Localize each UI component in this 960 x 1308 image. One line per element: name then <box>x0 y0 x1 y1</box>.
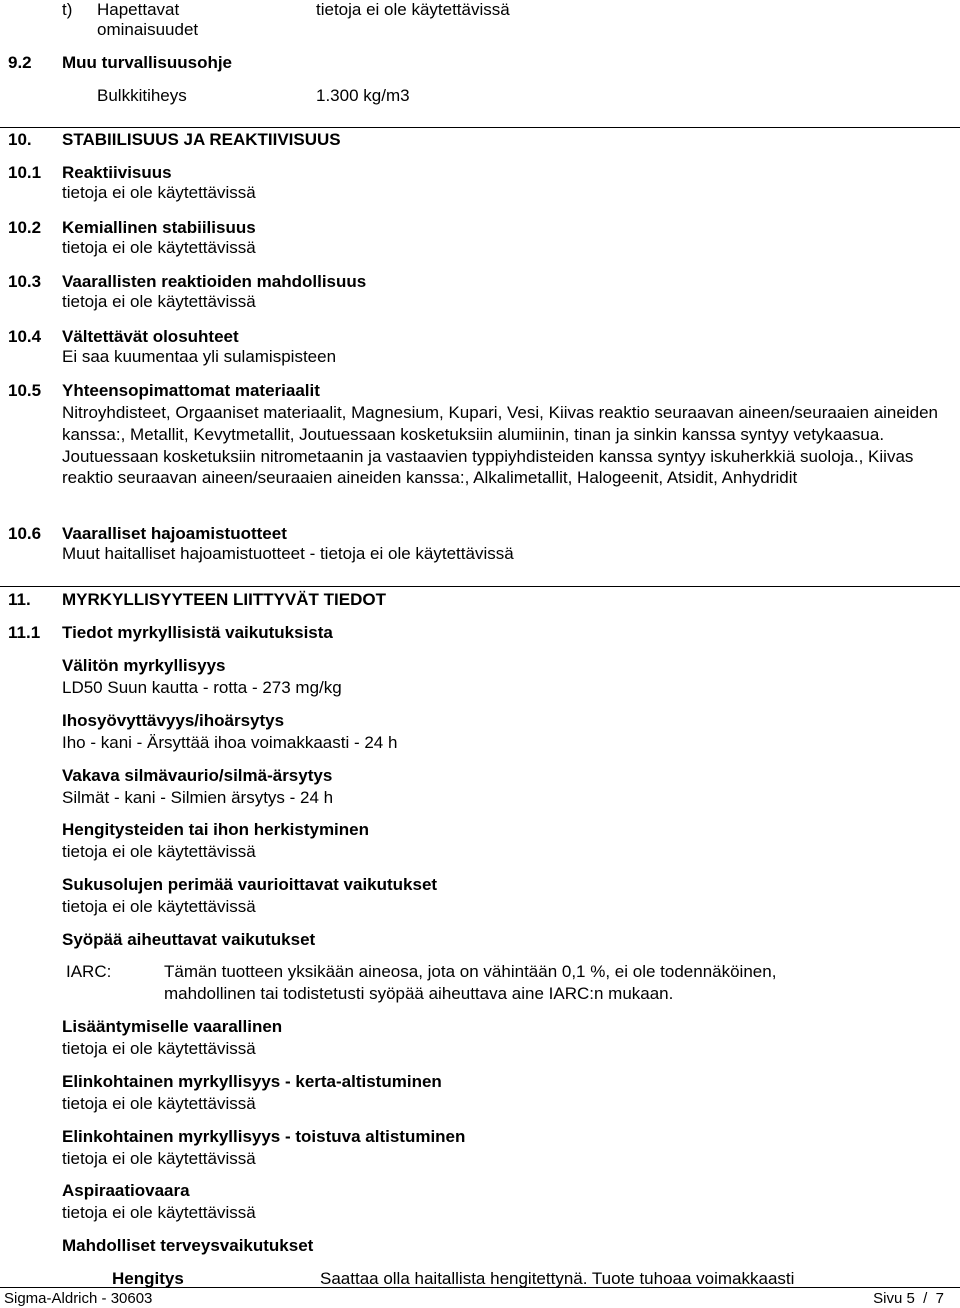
tox-item-title: Elinkohtainen myrkyllisyys - toistuva altistuminen <box>62 1127 466 1146</box>
inhalation-text: Saattaa olla haitallista hengitettynä. Tuote tuhoaa voimakkaasti <box>320 1269 795 1288</box>
tox-item-text: tietoja ei ole käytettävissä <box>62 1149 256 1168</box>
row-t-value: tietoja ei ole käytettävissä <box>316 0 510 19</box>
tox-item-title: Elinkohtainen myrkyllisyys - kerta-altistuminen <box>62 1072 442 1091</box>
sub-10-2-num: 10.2 <box>8 218 42 237</box>
row-t-label-1: Hapettavat <box>97 0 180 19</box>
section-rule-11 <box>0 586 960 587</box>
tox-item-text: tietoja ei ole käytettävissä <box>62 1039 256 1058</box>
sub-10-4-num: 10.4 <box>8 327 42 346</box>
carcinogenicity-title: Syöpää aiheuttavat vaikutukset <box>62 930 316 949</box>
bulk-label: Bulkkitiheys <box>97 86 187 105</box>
iarc-label: IARC: <box>66 962 112 981</box>
section-10-num: 10. <box>8 130 32 149</box>
sub-10-4-text: Ei saa kuumentaa yli sulamispisteen <box>62 347 337 366</box>
sub-10-3-text: tietoja ei ole käytettävissä <box>62 292 256 311</box>
iarc-line-2: mahdollinen tai todistetusti syöpää aiheuttava aine IARC:n mukaan. <box>164 984 674 1003</box>
sub-10-2-text: tietoja ei ole käytettävissä <box>62 238 256 257</box>
tox-item-title: Vakava silmävaurio/silmä-ärsytys <box>62 766 333 785</box>
health-effects-title: Mahdolliset terveysvaikutukset <box>62 1236 314 1255</box>
tox-item-text: tietoja ei ole käytettävissä <box>62 897 256 916</box>
sub-10-1-title: Reaktiivisuus <box>62 163 172 182</box>
row-t-letter: t) <box>62 0 73 19</box>
section-rule-10 <box>0 127 960 128</box>
sub-10-5-title: Yhteensopimattomat materiaalit <box>62 381 320 400</box>
tox-item-title: Sukusolujen perimää vaurioittavat vaikutukset <box>62 875 438 894</box>
sub-10-3-title: Vaarallisten reaktioiden mahdollisuus <box>62 272 367 291</box>
footer-product-id: Sigma-Aldrich - 30603 <box>4 1290 153 1307</box>
tox-item-text: Silmät - kani - Silmien ärsytys - 24 h <box>62 788 334 807</box>
iarc-line-1: Tämän tuotteen yksikään aineosa, jota on vähintään 0,1 %, ei ole todennäköinen, <box>164 962 777 981</box>
sub-10-5-text: Nitroyhdisteet, Orgaaniset materiaalit, Magnesium, Kupari, Vesi, Kiivas reaktio seuraavan aineen/seuraaien aineiden kanssa:, Metallit, Kevytmetallit, Joutuessaan kosketuksiin alumiinin, tinan ja sinkin kanssa syntyy vetykaasua. Joutuessaan kosketuksiin nitrometaanin ja vastaavien typpiyhdisteiden kanssa syntyy iskuherkkiä suoloja., Kiivas reaktio seuraavan aineen/seuraaien aineiden kanssa:, Alkalimetallit, Halogeenit, Atsidit, Anhydridit <box>62 403 938 488</box>
sub-10-2-title: Kemiallinen stabiilisuus <box>62 218 256 237</box>
sub-10-1-num: 10.1 <box>8 163 42 182</box>
inhalation-label: Hengitys <box>112 1269 184 1288</box>
tox-item-title: Hengitysteiden tai ihon herkistyminen <box>62 820 370 839</box>
tox-item-text: tietoja ei ole käytettävissä <box>62 1203 256 1222</box>
sub-11-1-num: 11.1 <box>8 623 41 642</box>
sub-10-1-text: tietoja ei ole käytettävissä <box>62 183 256 202</box>
sub-10-6-num: 10.6 <box>8 524 42 543</box>
sec-9-2-num: 9.2 <box>8 53 32 72</box>
row-t-label-2: ominaisuudet <box>97 20 199 39</box>
sub-11-1-title: Tiedot myrkyllisistä vaikutuksista <box>62 623 333 642</box>
sub-10-4-title: Vältettävät olosuhteet <box>62 327 239 346</box>
section-10-title: STABIILISUUS JA REAKTIIVISUUS <box>62 130 341 149</box>
section-11-title: MYRKYLLISYYTEEN LIITTYVÄT TIEDOT <box>62 590 386 609</box>
tox-item-title: Aspiraatiovaara <box>62 1181 190 1200</box>
tox-item-title: Lisääntymiselle vaarallinen <box>62 1017 283 1036</box>
sub-10-3-num: 10.3 <box>8 272 42 291</box>
sec-9-2-title: Muu turvallisuusohje <box>62 53 233 72</box>
sub-10-6-text: Muut haitalliset hajoamistuotteet - tietoja ei ole käytettävissä <box>62 544 514 563</box>
tox-item-title: Ihosyövyttävyys/ihoärsytys <box>62 711 285 730</box>
tox-item-text: tietoja ei ole käytettävissä <box>62 842 256 861</box>
footer-rule <box>0 1287 960 1288</box>
bulk-value: 1.300 kg/m3 <box>316 86 410 105</box>
sub-10-5-num: 10.5 <box>8 381 42 400</box>
tox-item-title: Välitön myrkyllisyys <box>62 656 226 675</box>
sub-10-6-title: Vaaralliset hajoamistuotteet <box>62 524 287 543</box>
footer-page-number: Sivu 5 / 7 <box>873 1290 944 1307</box>
section-11-num: 11. <box>8 590 31 609</box>
tox-item-text: Iho - kani - Ärsyttää ihoa voimakkaasti - 24 h <box>62 733 398 752</box>
tox-item-text: tietoja ei ole käytettävissä <box>62 1094 256 1113</box>
tox-item-text: LD50 Suun kautta - rotta - 273 mg/kg <box>62 678 342 697</box>
